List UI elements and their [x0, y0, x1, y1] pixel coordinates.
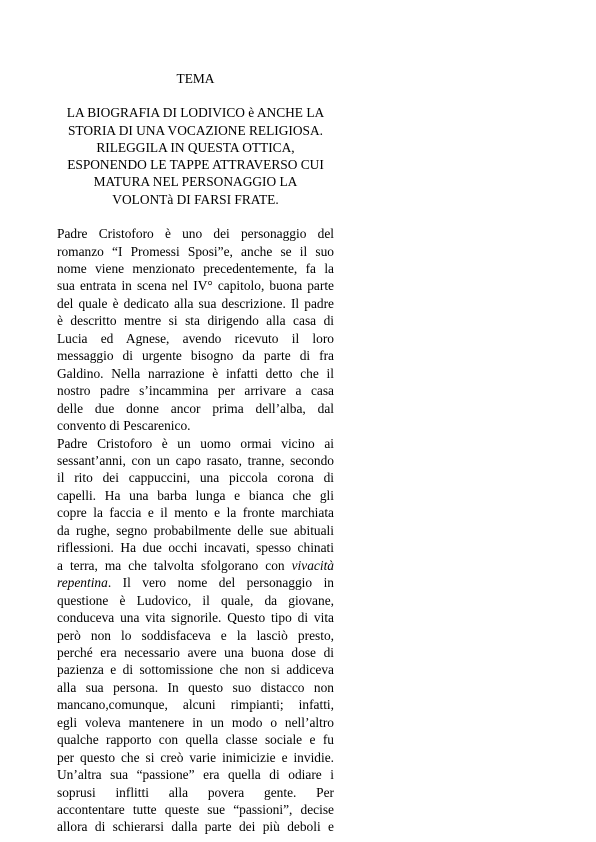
prompt-line: RILEGGILA IN QUESTA OTTICA, [96, 139, 295, 155]
text-line: conduceva una vita signorile. Questo tipo di vita [57, 610, 334, 626]
prompt-line: VOLONTà DI FARSI FRATE. [112, 191, 279, 207]
text-line: copre la faccia e il mento e la fronte marchiata [57, 505, 334, 521]
prompt-line: MATURA NEL PERSONAGGIO LA [93, 174, 298, 190]
text-line: sua entrata in scena nel IV° capitolo, buona parte [57, 278, 334, 294]
text-line: delle due donne ancor prima dell’alba, dal [57, 400, 334, 416]
text-line: allora di schierarsi dalla parte dei più deboli e [57, 819, 334, 835]
essay-prompt [57, 104, 334, 208]
text-line: perché era necessario avere una buona dose di [57, 644, 334, 660]
text-line-with-italic [57, 557, 334, 574]
text-line: Lucia ed Agnese, avendo ricevuto il loro [57, 330, 334, 346]
text-line: nome viene menzionato precedentemente, fa la [57, 260, 334, 276]
text-line: romanzo “I Promessi Sposi”e, anche se il suo [57, 243, 334, 259]
prompt-line: LA BIOGRAFIA DI LODIVICO è ANCHE LA [66, 105, 325, 121]
text-line: mancano,comunque, alcuni rimpianti; infatti, [57, 697, 334, 713]
paragraph-1 [57, 225, 334, 434]
text-line: questione è Ludovico, il quale, da giovane, [57, 592, 334, 608]
text-line: Un’altra sua “passione” era quella di odiare i [57, 767, 334, 783]
text-line: convento di Pescarenico. [57, 418, 191, 434]
text-line: però non lo soddisfaceva e la lasciò presto, [57, 627, 334, 643]
text-line: messaggio di urgente bisogno da parte di fra [57, 348, 334, 364]
text-line: è descritto mentre si sta dirigendo alla casa di [57, 313, 334, 329]
document-page [57, 70, 334, 836]
text-line: per questo che si creò varie inimicizie e invidie. [57, 749, 334, 765]
text-line: sessant’anni, con un capo rasato, tranne, secondo [57, 452, 334, 468]
text-line: accontentare tutte queste sue “passioni”, decise [57, 802, 334, 818]
prompt-line: ESPONENDO LE TAPPE ATTRAVERSO CUI [67, 157, 324, 173]
text-line: qualche rapporto con quella classe sociale e fu [57, 732, 334, 748]
text-line: da rughe, segno probabilmente delle sue abituali [57, 522, 334, 538]
paragraph-2 [57, 435, 334, 836]
text-line: egli voleva mantenere in un modo o nell’altro [57, 714, 334, 730]
text-line: pazienza e di sottomissione che non si addiceva [57, 662, 334, 678]
text-line: del quale è dedicato alla sua descrizione. Il padre [57, 295, 334, 311]
prompt-line: STORIA DI UNA VOCAZIONE RELIGIOSA. [67, 122, 324, 138]
italic-text: vivacità [291, 557, 334, 573]
text-fragment: a terra, ma che talvolta sfolgorano con [57, 557, 292, 573]
text-line-with-italic [57, 574, 334, 591]
text-line: Padre Cristoforo è un uomo ormai vicino ai [57, 435, 334, 451]
text-line: soprusi inflitti alla povera gente. Per [57, 784, 334, 800]
text-line: il rito dei cappuccini, una piccola corona di [57, 470, 334, 486]
text-line: alla sua persona. In questo suo distacco non [57, 679, 334, 695]
italic-text: repentina [57, 575, 108, 591]
text-line: nostro padre s’incammina per arrivare a casa [57, 383, 334, 399]
text-line: capelli. Ha una barba lunga e bianca che gli [57, 487, 334, 503]
document-title: TEMA [176, 71, 215, 86]
text-fragment: . Il vero nome del personaggio in [107, 575, 334, 591]
text-line: Padre Cristoforo è uno dei personaggio del [57, 226, 334, 242]
text-line: riflessioni. Ha due occhi incavati, spesso chinati [57, 540, 334, 556]
text-line: Galdino. Nella narrazione è infatti detto che il [57, 365, 334, 381]
